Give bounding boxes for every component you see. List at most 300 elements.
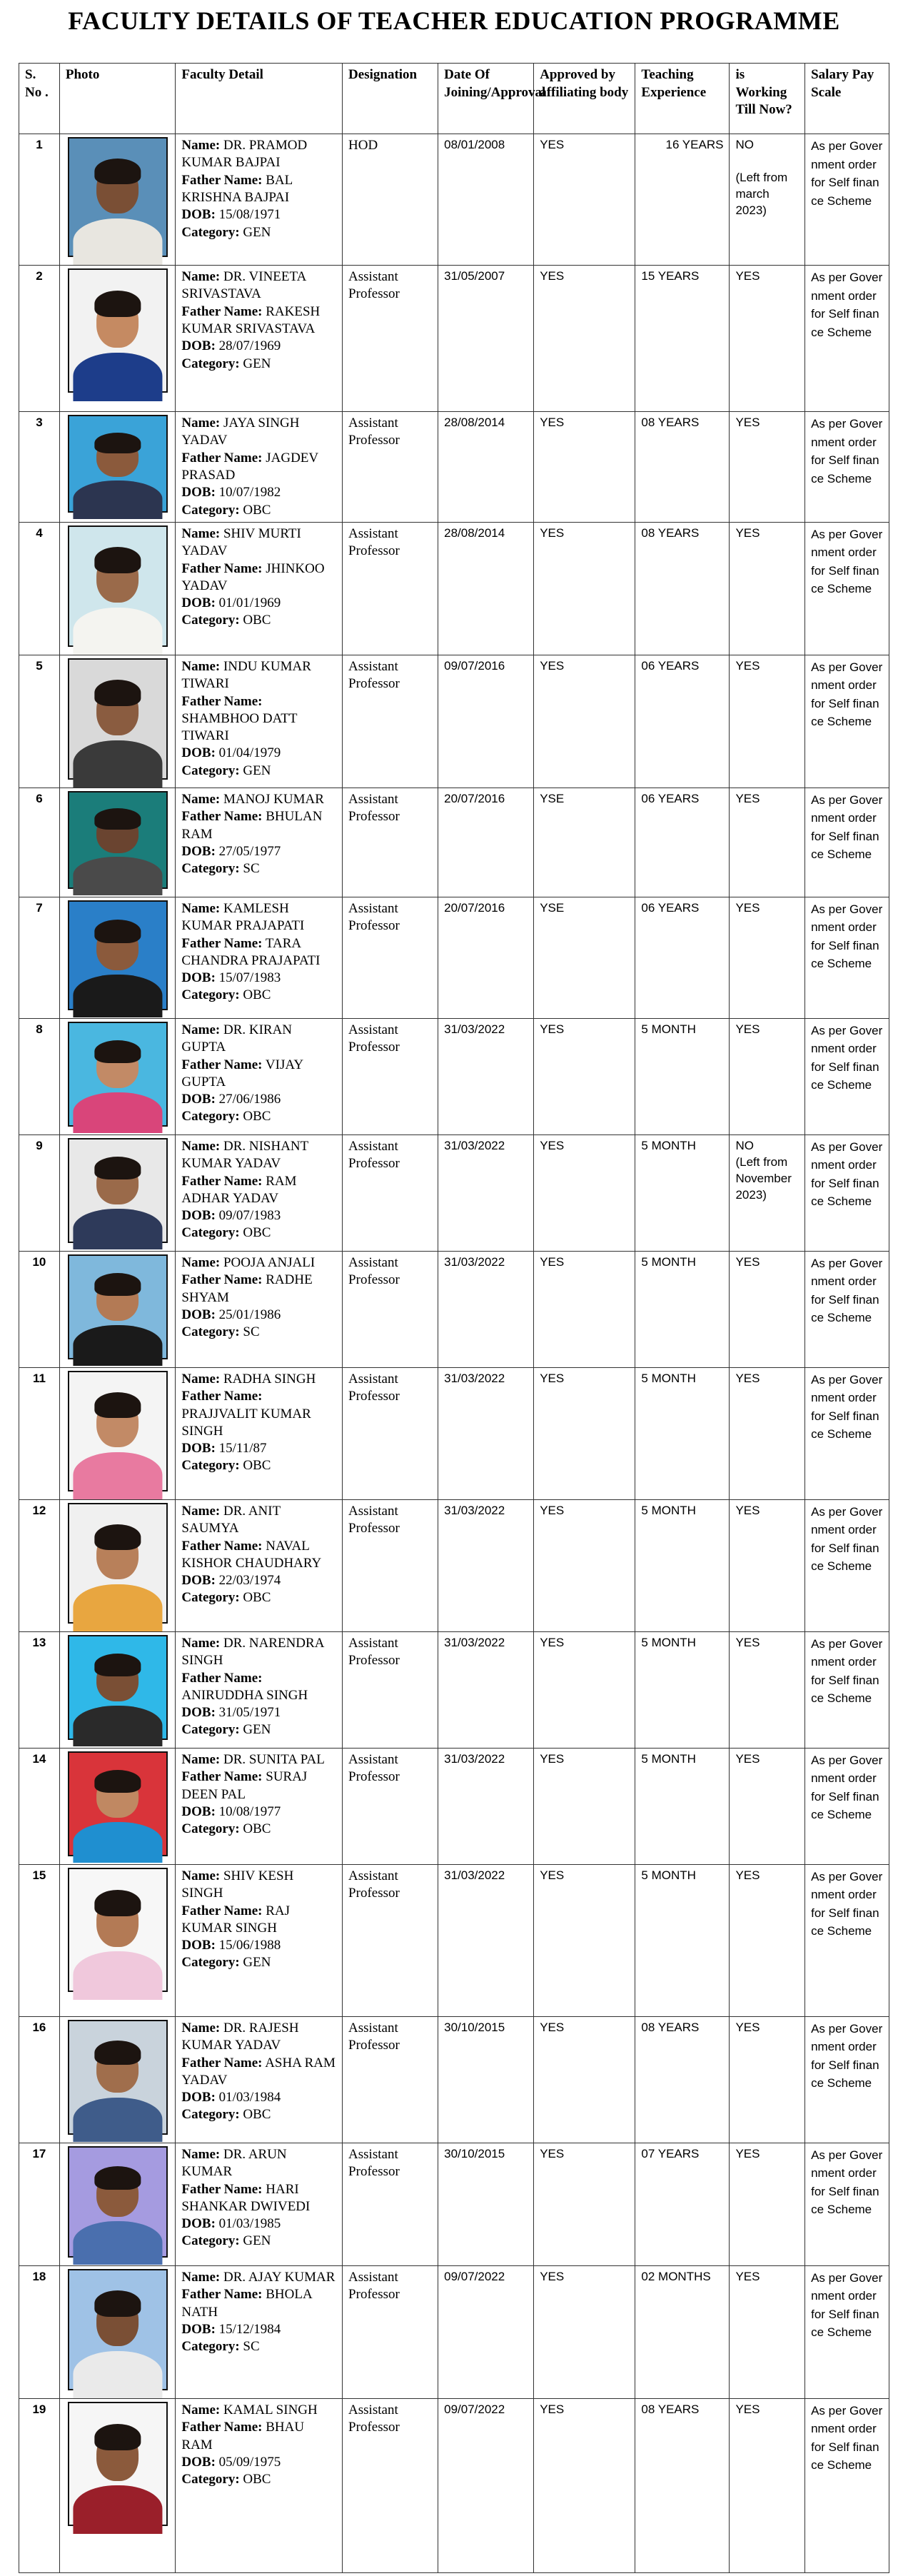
designation-cell: Assistant Professor (343, 1748, 438, 1864)
dob-label: DOB: (181, 1938, 216, 1953)
photo-cell (59, 1864, 176, 2016)
sno-cell: 8 (19, 1018, 60, 1134)
faculty-detail-cell (176, 788, 343, 897)
name-label: Name: (181, 269, 221, 284)
salary-cell: As per Government order for Self finance Scheme (805, 134, 889, 266)
category-value: GEN (243, 2233, 271, 2249)
father-name: HARI SHANKAR DWIVEDI (181, 2181, 311, 2214)
sno-cell: 2 (19, 266, 60, 412)
photo-hair (94, 1392, 141, 1418)
faculty-name: DR. ARUN KUMAR (181, 2146, 287, 2180)
name-label: Name: (181, 1371, 221, 1387)
category-label: Category: (181, 613, 240, 628)
father-name-label: Father Name: (181, 693, 263, 709)
salary-cell: As per Government order for Self finance Scheme (805, 412, 889, 523)
working-cell: NO (Left from November 2023) (730, 1134, 805, 1251)
approved-cell: YES (534, 412, 635, 523)
doj-cell: 31/03/2022 (438, 1864, 534, 2016)
working-cell: YES (730, 788, 805, 897)
dob-value: 05/09/1975 (218, 2454, 281, 2470)
experience-cell: 06 YEARS (635, 655, 730, 788)
faculty-photo (68, 2402, 168, 2526)
category-label: Category: (181, 2233, 240, 2249)
designation-cell: Assistant Professor (343, 2143, 438, 2265)
photo-cell (59, 2265, 176, 2398)
faculty-photo (68, 1254, 168, 1359)
table-row (19, 2143, 889, 2265)
working-cell: YES (730, 1251, 805, 1367)
name-label: Name: (181, 1635, 221, 1651)
father-name-label: Father Name: (181, 1173, 263, 1189)
salary-cell: As per Government order for Self finance Scheme (805, 266, 889, 412)
dob-label: DOB: (181, 1803, 216, 1819)
salary-cell: As per Government order for Self finance Scheme (805, 1367, 889, 1499)
header-experience: Teaching Experience (635, 64, 730, 134)
photo-hair (94, 433, 141, 453)
dob-value: 15/06/1988 (218, 1938, 281, 1953)
father-name-label: Father Name: (181, 935, 263, 951)
approved-cell: YES (534, 2016, 635, 2143)
dob-value: 31/05/1971 (218, 1705, 281, 1721)
photo-shoulders (73, 2221, 162, 2265)
approved-cell: YSE (534, 897, 635, 1018)
sno-cell: 10 (19, 1251, 60, 1367)
faculty-photo (68, 1635, 168, 1740)
experience-cell: 5 MONTH (635, 1499, 730, 1631)
father-name: RADHE SHYAM (181, 1272, 313, 1305)
photo-hair (94, 920, 141, 943)
name-label: Name: (181, 416, 221, 431)
approved-cell: YES (534, 1018, 635, 1134)
faculty-photo (68, 2146, 168, 2258)
category-label: Category: (181, 502, 240, 518)
photo-hair (94, 1040, 141, 1062)
approved-cell: YES (534, 522, 635, 655)
sno-cell: 7 (19, 897, 60, 1018)
header-detail: Faculty Detail (176, 64, 343, 134)
father-name-label: Father Name: (181, 2420, 263, 2435)
salary-cell: As per Government order for Self finance Scheme (805, 788, 889, 897)
photo-cell (59, 897, 176, 1018)
table-row (19, 1251, 889, 1367)
faculty-photo (68, 415, 168, 513)
photo-cell (59, 788, 176, 897)
faculty-photo (68, 2020, 168, 2135)
doj-cell: 09/07/2022 (438, 2265, 534, 2398)
father-name: TARA CHANDRA PRAJAPATI (181, 935, 321, 968)
header-salary: Salary Pay Scale (805, 64, 889, 134)
photo-cell (59, 1134, 176, 1251)
experience-cell: 5 MONTH (635, 1631, 730, 1748)
working-cell: YES (730, 522, 805, 655)
name-label: Name: (181, 1503, 221, 1519)
faculty-detail-cell (176, 134, 343, 266)
faculty-photo (68, 2269, 168, 2390)
faculty-photo (68, 525, 168, 647)
sno-cell: 16 (19, 2016, 60, 2143)
father-name: ASHA RAM YADAV (181, 2055, 336, 2088)
experience-cell: 5 MONTH (635, 1367, 730, 1499)
dob-value: 22/03/1974 (218, 1573, 281, 1589)
name-label: Name: (181, 138, 221, 153)
faculty-photo (68, 791, 168, 889)
category-value: GEN (243, 356, 271, 371)
faculty-name: DR. NISHANT KUMAR YADAV (181, 1138, 308, 1172)
father-name: RAKESH KUMAR SRIVASTAVA (181, 303, 321, 336)
approved-cell: YES (534, 2265, 635, 2398)
category-value: OBC (243, 1225, 271, 1241)
salary-cell: As per Government order for Self finance Scheme (805, 1864, 889, 2016)
doj-cell: 09/07/2016 (438, 655, 534, 788)
dob-label: DOB: (181, 595, 216, 611)
category-value: OBC (243, 1109, 271, 1125)
approved-cell: YES (534, 655, 635, 788)
category-value: OBC (243, 1821, 271, 1837)
designation-cell: Assistant Professor (343, 1631, 438, 1748)
father-name-label: Father Name: (181, 560, 263, 576)
doj-cell: 28/08/2014 (438, 522, 534, 655)
photo-hair (94, 1273, 141, 1295)
table-row (19, 2398, 889, 2572)
dob-value: 28/07/1969 (218, 338, 281, 354)
dob-value: 01/03/1984 (218, 2090, 281, 2105)
working-cell: YES (730, 1631, 805, 1748)
working-cell: YES (730, 412, 805, 523)
photo-hair (94, 2424, 141, 2450)
photo-shoulders (73, 1452, 162, 1499)
category-label: Category: (181, 987, 240, 1003)
faculty-detail-cell (176, 1367, 343, 1499)
faculty-detail-cell (176, 1631, 343, 1748)
photo-cell (59, 266, 176, 412)
photo-cell (59, 2143, 176, 2265)
designation-cell: Assistant Professor (343, 2016, 438, 2143)
category-value: OBC (243, 502, 271, 518)
faculty-photo (68, 1868, 168, 1992)
faculty-photo (68, 900, 168, 1010)
father-name-label: Father Name: (181, 172, 263, 188)
doj-cell: 28/08/2014 (438, 412, 534, 523)
table-row (19, 1499, 889, 1631)
faculty-name: DR. AJAY KUMAR (223, 2269, 336, 2285)
faculty-name: JAYA SINGH YADAV (181, 416, 300, 448)
name-label: Name: (181, 791, 221, 807)
salary-cell: As per Government order for Self finance Scheme (805, 1134, 889, 1251)
faculty-name: KAMLESH KUMAR PRAJAPATI (181, 900, 305, 934)
dob-value: 15/07/1983 (218, 970, 281, 986)
designation-cell: Assistant Professor (343, 655, 438, 788)
photo-hair (94, 2290, 141, 2317)
table-row (19, 412, 889, 523)
designation-cell: Assistant Professor (343, 2398, 438, 2572)
experience-cell: 5 MONTH (635, 1018, 730, 1134)
photo-shoulders (73, 975, 162, 1017)
page-title: FACULTY DETAILS OF TEACHER EDUCATION PROGRAMME (68, 6, 840, 35)
dob-label: DOB: (181, 1705, 216, 1721)
faculty-detail-cell (176, 2398, 343, 2572)
photo-shoulders (73, 1584, 162, 1631)
category-label: Category: (181, 1722, 240, 1738)
table-row (19, 1631, 889, 1748)
table-row (19, 134, 889, 266)
dob-label: DOB: (181, 1573, 216, 1589)
faculty-name: KAMAL SINGH (223, 2402, 318, 2417)
dob-value: 10/08/1977 (218, 1803, 281, 1819)
name-label: Name: (181, 2269, 221, 2285)
designation-cell: Assistant Professor (343, 1018, 438, 1134)
category-label: Category: (181, 1458, 240, 1474)
salary-cell: As per Government order for Self finance Scheme (805, 1251, 889, 1367)
category-label: Category: (181, 2107, 240, 2123)
photo-shoulders (73, 1951, 162, 2000)
faculty-name: DR. SUNITA PAL (223, 1751, 325, 1767)
photo-shoulders (73, 353, 162, 401)
dob-label: DOB: (181, 745, 216, 761)
experience-cell: 08 YEARS (635, 2398, 730, 2572)
father-name: NAVAL KISHOR CHAUDHARY (181, 1538, 322, 1571)
doj-cell: 20/07/2016 (438, 897, 534, 1018)
doj-cell: 31/03/2022 (438, 1018, 534, 1134)
photo-shoulders (73, 1325, 162, 1366)
category-value: OBC (243, 2472, 271, 2487)
dob-value: 09/07/1983 (218, 1208, 281, 1224)
table-row (19, 1018, 889, 1134)
faculty-detail-cell (176, 412, 343, 523)
doj-cell: 30/10/2015 (438, 2143, 534, 2265)
sno-cell: 5 (19, 655, 60, 788)
photo-shoulders (73, 218, 162, 266)
category-value: GEN (243, 1722, 271, 1738)
father-name: BAL KRISHNA BAJPAI (181, 172, 293, 205)
sno-cell: 3 (19, 412, 60, 523)
photo-shoulders (73, 2485, 162, 2534)
faculty-name: DR. NARENDRA SINGH (181, 1635, 324, 1669)
sno-cell: 4 (19, 522, 60, 655)
table-row (19, 2016, 889, 2143)
faculty-name: DR. RAJESH KUMAR YADAV (181, 2020, 299, 2053)
photo-shoulders (73, 2098, 162, 2143)
doj-cell: 30/10/2015 (438, 2016, 534, 2143)
faculty-detail-cell (176, 2265, 343, 2398)
salary-cell: As per Government order for Self finance Scheme (805, 655, 889, 788)
father-name: RAJ KUMAR SINGH (181, 1903, 291, 1936)
faculty-detail-cell (176, 1864, 343, 2016)
faculty-table (19, 63, 889, 2573)
designation-cell: Assistant Professor (343, 1499, 438, 1631)
experience-cell: 02 MONTHS (635, 2265, 730, 2398)
approved-cell: YES (534, 1748, 635, 1864)
photo-shoulders (73, 857, 162, 895)
photo-hair (94, 1890, 141, 1916)
faculty-detail-cell (176, 2016, 343, 2143)
salary-cell: As per Government order for Self finance Scheme (805, 1748, 889, 1864)
photo-shoulders (73, 1822, 162, 1863)
photo-hair (94, 1524, 141, 1550)
photo-hair (94, 159, 141, 184)
sno-cell: 17 (19, 2143, 60, 2265)
photo-cell (59, 1367, 176, 1499)
sno-cell: 15 (19, 1864, 60, 2016)
category-value: SC (243, 1324, 260, 1340)
salary-cell: As per Government order for Self finance Scheme (805, 2265, 889, 2398)
name-label: Name: (181, 1254, 221, 1270)
photo-shoulders (73, 481, 162, 518)
salary-cell: As per Government order for Self finance Scheme (805, 2398, 889, 2572)
header-doj: Date Of Joining/Approval (438, 64, 534, 134)
designation-cell: HOD (343, 134, 438, 266)
faculty-photo (68, 137, 168, 257)
doj-cell: 08/01/2008 (438, 134, 534, 266)
working-cell: YES (730, 1748, 805, 1864)
father-name-label: Father Name: (181, 2181, 263, 2197)
salary-cell: As per Government order for Self finance Scheme (805, 1631, 889, 1748)
faculty-detail-cell (176, 522, 343, 655)
category-value: GEN (243, 224, 271, 240)
father-name: SHAMBHOO DATT TIWARI (181, 710, 298, 744)
name-label: Name: (181, 1751, 221, 1767)
doj-cell: 09/07/2022 (438, 2398, 534, 2572)
faculty-detail-cell (176, 1134, 343, 1251)
photo-cell (59, 1748, 176, 1864)
experience-cell: 07 YEARS (635, 2143, 730, 2265)
table-header-row (19, 64, 889, 134)
dob-label: DOB: (181, 2216, 216, 2232)
category-value: OBC (243, 2107, 271, 2123)
working-cell: YES (730, 2265, 805, 2398)
experience-cell: 5 MONTH (635, 1748, 730, 1864)
father-name: SURAJ DEEN PAL (181, 1769, 308, 1802)
header-approved: Approved by affiliating body (534, 64, 635, 134)
faculty-detail-cell (176, 1748, 343, 1864)
designation-cell: Assistant Professor (343, 897, 438, 1018)
approved-cell: YES (534, 2143, 635, 2265)
dob-label: DOB: (181, 338, 216, 354)
table-row (19, 2265, 889, 2398)
name-label: Name: (181, 1138, 221, 1154)
approved-cell: YES (534, 134, 635, 266)
doj-cell: 31/03/2022 (438, 1748, 534, 1864)
experience-cell: 5 MONTH (635, 1251, 730, 1367)
salary-cell: As per Government order for Self finance Scheme (805, 1499, 889, 1631)
name-label: Name: (181, 2020, 221, 2036)
faculty-name: DR. PRAMOD KUMAR BAJPAI (181, 138, 308, 171)
faculty-photo (68, 1022, 168, 1127)
approved-cell: YES (534, 1499, 635, 1631)
faculty-name: SHIV MURTI YADAV (181, 525, 301, 559)
category-value: OBC (243, 613, 271, 628)
photo-hair (94, 2041, 141, 2066)
faculty-detail-cell (176, 1251, 343, 1367)
category-label: Category: (181, 224, 240, 240)
father-name-label: Father Name: (181, 1903, 263, 1918)
dob-label: DOB: (181, 1208, 216, 1224)
father-name: PRAJJVALIT KUMAR SINGH (181, 1406, 311, 1439)
working-cell: YES (730, 2143, 805, 2265)
photo-cell (59, 2016, 176, 2143)
father-name-label: Father Name: (181, 1057, 263, 1072)
header-designation: Designation (343, 64, 438, 134)
experience-cell: 15 YEARS (635, 266, 730, 412)
father-name: BHOLA NATH (181, 2287, 312, 2320)
category-value: SC (243, 861, 260, 877)
category-label: Category: (181, 2339, 240, 2355)
name-label: Name: (181, 658, 221, 674)
designation-cell: Assistant Professor (343, 522, 438, 655)
name-label: Name: (181, 1868, 221, 1883)
dob-label: DOB: (181, 1441, 216, 1456)
photo-cell (59, 412, 176, 523)
doj-cell: 20/07/2016 (438, 788, 534, 897)
dob-label: DOB: (181, 485, 216, 500)
faculty-name: DR. ANIT SAUMYA (181, 1503, 281, 1536)
experience-cell: 08 YEARS (635, 522, 730, 655)
category-label: Category: (181, 1590, 240, 1606)
dob-value: 15/12/1984 (218, 2321, 281, 2337)
doj-cell: 31/05/2007 (438, 266, 534, 412)
designation-cell: Assistant Professor (343, 1134, 438, 1251)
father-name: RAM ADHAR YADAV (181, 1173, 297, 1206)
photo-shoulders (73, 1209, 162, 1249)
table-row (19, 1134, 889, 1251)
category-label: Category: (181, 2472, 240, 2487)
dob-label: DOB: (181, 207, 216, 223)
designation-cell: Assistant Professor (343, 1251, 438, 1367)
table-row (19, 522, 889, 655)
category-value: OBC (243, 1590, 271, 1606)
photo-hair (94, 1654, 141, 1676)
photo-shoulders (73, 1706, 162, 1746)
faculty-detail-cell (176, 1499, 343, 1631)
photo-hair (94, 2166, 141, 2190)
category-label: Category: (181, 1324, 240, 1340)
photo-hair (94, 547, 141, 573)
photo-cell (59, 1251, 176, 1367)
father-name: ANIRUDDHA SINGH (181, 1687, 308, 1703)
category-value: OBC (243, 1458, 271, 1474)
working-cell: YES (730, 1018, 805, 1134)
category-label: Category: (181, 861, 240, 877)
photo-shoulders (73, 608, 162, 655)
faculty-detail-cell (176, 2143, 343, 2265)
dob-label: DOB: (181, 843, 216, 859)
category-label: Category: (181, 1821, 240, 1837)
designation-cell: Assistant Professor (343, 2265, 438, 2398)
approved-cell: YES (534, 1864, 635, 2016)
header-photo: Photo (59, 64, 176, 134)
table-row (19, 897, 889, 1018)
approved-cell: YES (534, 266, 635, 412)
table-row (19, 788, 889, 897)
father-name-label: Father Name: (181, 2287, 263, 2303)
approved-cell: YES (534, 2398, 635, 2572)
working-cell: YES (730, 897, 805, 1018)
dob-label: DOB: (181, 1307, 216, 1322)
faculty-detail-cell (176, 655, 343, 788)
designation-cell: Assistant Professor (343, 788, 438, 897)
faculty-name: SHIV KESH SINGH (181, 1868, 294, 1901)
photo-cell (59, 1631, 176, 1748)
category-label: Category: (181, 356, 240, 371)
dob-value: 10/07/1982 (218, 485, 281, 500)
table-row (19, 1367, 889, 1499)
working-cell: YES (730, 1864, 805, 2016)
sno-cell: 11 (19, 1367, 60, 1499)
doj-cell: 31/03/2022 (438, 1499, 534, 1631)
table-row (19, 1748, 889, 1864)
dob-value: 01/03/1985 (218, 2216, 281, 2232)
dob-label: DOB: (181, 970, 216, 986)
father-name-label: Father Name: (181, 303, 263, 319)
